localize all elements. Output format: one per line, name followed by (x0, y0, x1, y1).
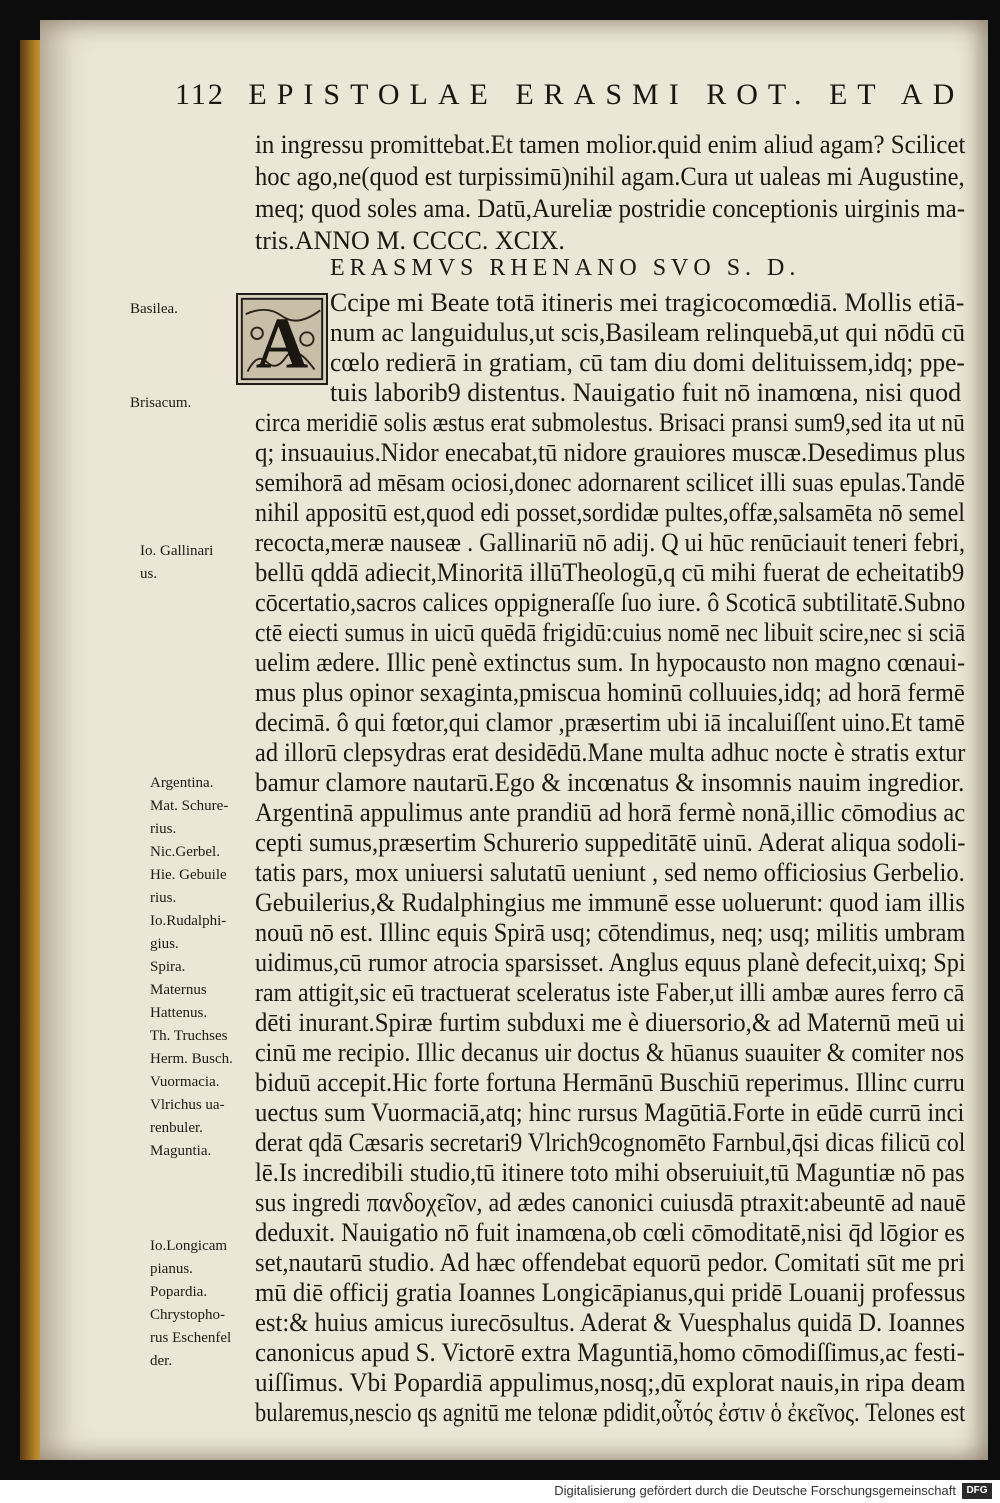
text-line: decimā. ô qui fœtor,qui clamor ,præsertim ubi iā incaluiſſent uino.Et tamē (255, 708, 965, 737)
margin-note-line: Io. Gallinari (140, 543, 214, 559)
text-line: hoc ago,ne(quod est turpissimū)nihil agam.Cura ut ualeas mi Augustine, (255, 162, 965, 191)
text-line: bularemus,nescio qs agnitū me telonæ pdidit,οὗτός ἐστιν ὁ ἐκεῖνος. Telones est (255, 1398, 966, 1427)
margin-note-line: Maguntia. (150, 1143, 212, 1159)
text-line: mū diē officij gratia Ioannes Longicāpianus,qui pridē Louanij professus (255, 1278, 966, 1307)
text-line: uiſſimus. Vbi Popardiā appulimus,nosq;,dū explorat nauis,in ripa deam (255, 1368, 966, 1397)
margin-note-line: renbuler. (150, 1120, 203, 1136)
margin-note-line: Popardia. (150, 1284, 208, 1300)
text-line: dēti inurant.Spiræ furtim subduxi me è diuersorio,& ad Maternū meū ui (255, 1008, 966, 1037)
margin-note-line: Hattenus. (150, 1005, 208, 1021)
text-line: canonicus apud S. Victorē extra Maguntiā,homo cōmodiſſimus,ac festi- (255, 1338, 965, 1367)
text-line: uidimus,cū rumor atrocia sparsisset. Anglus equus planè defecit,uixq; Spi (255, 948, 966, 977)
text-line: Gebuilerius,& Rudalphingius me immunē esse uoluerunt: quod iam illis (255, 888, 965, 917)
text-line: cœlo redierā in gratiam, cū tam diu domi delituissem,idq; ppe- (330, 348, 965, 377)
text-line: set,nautarū studio. Ad hæc offendebat equorū pedor. Comitati sūt me pri (255, 1248, 966, 1277)
margin-note-line: Th. Truchses (150, 1028, 228, 1044)
text-line: meq; quod soles ama. Datū,Aureliæ postridie conceptionis uirginis ma- (255, 194, 966, 223)
page-number: 112 (175, 78, 225, 111)
margin-note-line: Chrystopho- (150, 1307, 225, 1323)
margin-note-line: rus Eschenfel (150, 1330, 232, 1346)
text-line: nihil appositū est,quod edi posset,sordidæ pultes,offæ,salsamēta nō semel (255, 498, 966, 527)
margin-note (150, 1235, 290, 1373)
text-line: ctē eiecti sumus in uicū quēdā frigidū:cuius nomē nec libuit scire,nec si sciā (255, 618, 966, 647)
text-line: nouū nō est. Illinc equis Spirā usq; cōtendimus, neq; usq; militis umbram (255, 918, 966, 947)
text-line: in ingressu promittebat.Et tamen molior.quid enim aliud agam? Scilicet (255, 130, 966, 159)
text-line: cinū me recipio. Illic decanus uir doctus & hūanus suauiter & comiter nos (255, 1038, 965, 1067)
margin-note-line: Basilea. (130, 301, 178, 317)
text-line: semihorā ad mēsam ociosi,donec adornarent scilicet illi suas epulas.Tandē (255, 468, 965, 497)
running-title: EPISTOLAE ERASMI ROT. ET AD (248, 78, 965, 111)
margin-note-line: Nic.Gerbel. (150, 844, 220, 860)
text-line: bamur clamore nautarū.Ego & incœnatus & insomnis nauim ingredior. (255, 768, 965, 797)
funding-credit: Digitalisierung gefördert durch die Deutsche Forschungsgemeinschaft (554, 1483, 956, 1498)
margin-note-line: Io.Rudalphi- (150, 913, 227, 929)
text-line: lē.Is incredibili studio,tū itinere toto mihi obseruiuit,tū Maguntiæ nō pas (255, 1158, 965, 1187)
text-line: uelim ædere. Illic penè extinctus sum. In hypocausto non magno cœnaui- (255, 648, 966, 677)
margin-note-line: Maternus (150, 982, 207, 998)
dfg-logo: DFG (962, 1483, 992, 1499)
margin-note-line: Hie. Gebuile (150, 867, 227, 883)
text-line: biduū accepit.Hic forte fortuna Hermānū Buschiū reperimus. Illinc curru (255, 1068, 965, 1097)
text-line: Ccipe mi Beate totā itineris mei tragicocomœdiā. Mollis etiā- (330, 288, 965, 317)
margin-note-line: rius. (150, 821, 177, 837)
text-line: deduxit. Nauigatio nō fuit inamœna,ob cœli cōmoditatē,nisi q̄d lōgior es (255, 1218, 965, 1247)
margin-note-line: Vlrichus ua- (150, 1097, 225, 1113)
text-line: bellū qddā adiecit,Minoritā illūTheologū,q cū mihi fuerat de echeitatib9 (255, 558, 965, 587)
margin-note-line: Argentina. (150, 775, 214, 791)
text-line: sus ingredi πανδοχεῖον, ad ædes canonici cuiusdā ptraxit:abeuntē ad nauē (255, 1188, 966, 1217)
margin-note (130, 298, 270, 321)
margin-note (150, 772, 290, 1163)
text-line: q; insuauius.Nidor enecabat,tū nidore grauiores muscæ.Desedimus plus (255, 438, 966, 467)
margin-note-line: Herm. Busch. (150, 1051, 233, 1067)
text-line: num ac languidulus,ut scis,Basileam relinquebā,ut qui nōdū cū (330, 318, 966, 347)
text-line: tris.ANNO M. CCCC. XCIX. (255, 226, 565, 255)
margin-note-line: Spira. (150, 959, 186, 975)
text-line: uectus sum Vuormaciā,atq; hinc rursus Magūtiā.Forte in eūdē currū inci (255, 1098, 965, 1127)
text-line: cepti sumus,præsertim Schurerio suppeditātē uinū. Aderat aliqua sodoli- (255, 828, 966, 857)
text-line: ram attigit,sic eū tractuerat sceleratus iste Faber,ut illi ambæ aures ferro cā (255, 978, 965, 1007)
footer-bar (0, 1480, 1000, 1503)
margin-note-line: der. (150, 1353, 173, 1369)
margin-note-line: rius. (150, 890, 177, 906)
initial-letter: A (255, 302, 309, 383)
text-line: Argentinā appulimus ante prandiū ad horā fermè nonā,illic cōmodius ac (255, 798, 966, 827)
text-line: tuis laborib9 distentus. Nauigatio fuit nō inamœna, nisi quod (330, 378, 962, 407)
margin-note-line: Vuormacia. (150, 1074, 220, 1090)
text-line: cōcertatio,sacros calices oppigneraſſe ſuo iure. ô Scoticā subtilitatē.Subno (255, 588, 966, 617)
text-line: mus plus opinor sexaginta,pmiscua hominū colluuies,idq; ad horā fermē (255, 678, 965, 707)
margin-note-line: gius. (150, 936, 179, 952)
margin-note (140, 540, 280, 586)
text-line: ad illorū clepsydras erat desidēdū.Mane multa adhuc nocte è stratis extur (255, 738, 966, 767)
letter-heading: ERASMVS RHENANO SVO S. D. (330, 255, 801, 281)
margin-note-line: pianus. (150, 1261, 193, 1277)
text-line: circa meridiē solis æstus erat submolestus. Brisaci pransi sum9,sed ita ut nū (255, 408, 965, 437)
margin-note-line: Io.Longicam (150, 1238, 228, 1254)
margin-note-line: us. (140, 566, 158, 582)
margin-note-line: Brisacum. (130, 395, 192, 411)
margin-note (130, 392, 270, 415)
text-line: derat qdā Cæsaris secretari9 Vlrich9cognomēto Farnbul,q̄si dicas filicū col (255, 1128, 966, 1157)
text-line: tatis pars, mox uniuersi salutatū ueniunt , sed nemo officiosius Gerbelio. (255, 858, 965, 887)
text-line: recocta,meræ nauseæ . Gallinariū nō adij. Q ui hūc renūciauit teneri febri, (255, 528, 966, 557)
running-head (175, 78, 965, 112)
text-line: est:& huius amicus iurecōsultus. Aderat & Vuesphalus quidā D. Ioannes (255, 1308, 965, 1337)
margin-note-line: Mat. Schure- (150, 798, 229, 814)
